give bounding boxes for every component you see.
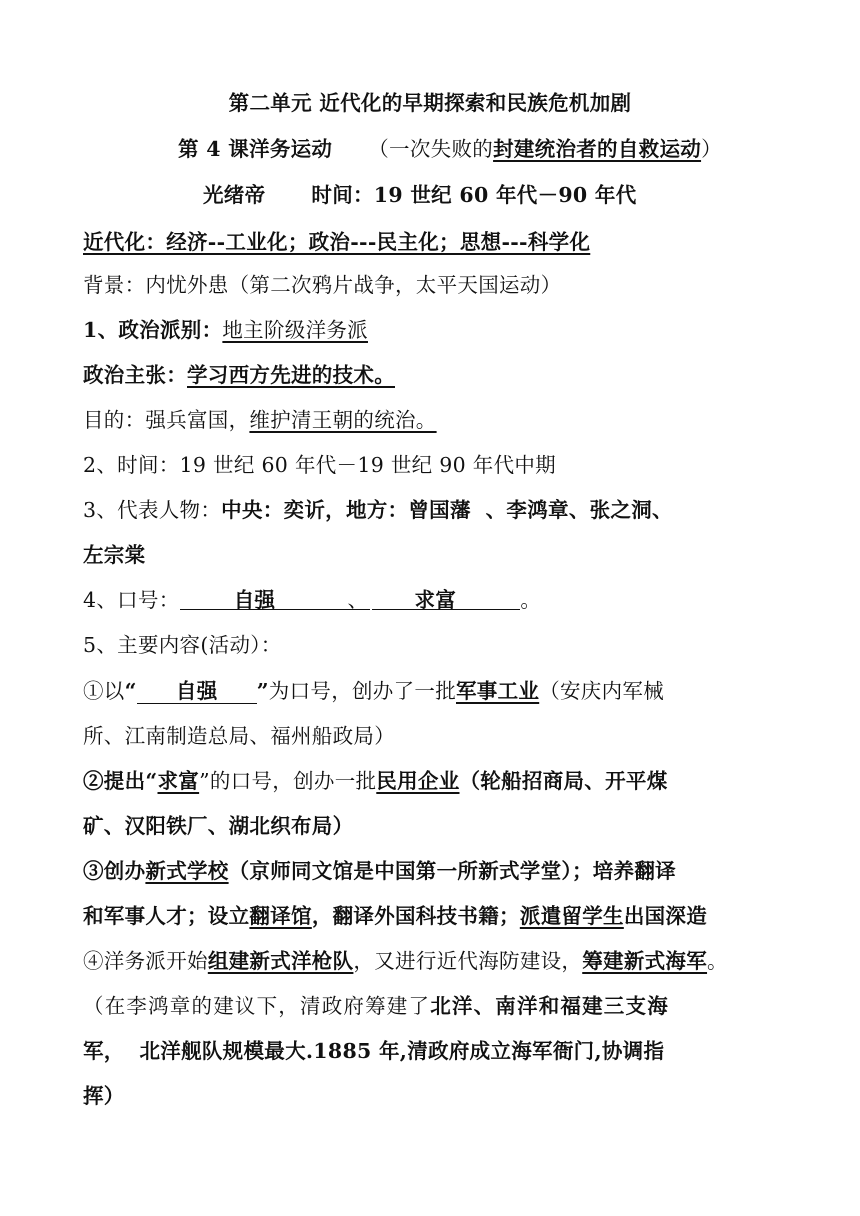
lesson-title: 第 4 课洋务运动 [178,137,333,161]
item-2-underlined: 求富 [157,769,200,793]
slogan-prefix: 4、口号： [83,588,180,612]
aim-prefix: 目的：强兵富国， [83,408,250,432]
lesson-title-row [178,134,722,164]
note-line-1 [83,991,669,1021]
item-3 [83,856,676,886]
slogan-end: 。 [520,588,542,612]
people-row [83,495,673,525]
item-1-tail: （安庆内军械 [539,679,665,703]
note-line-3: 挥） [83,1084,125,1108]
emperor-name: 光绪帝 [203,183,266,207]
note-line-2: 军， 北洋舰队规模最大.1885 年,清政府成立海军衙门,协调指 [83,1039,665,1063]
people-names: 中央：奕䜣，地方：曾国藩 、李鸿章、张之洞、 [221,498,673,522]
item-1-quote-close: ” [256,679,269,703]
lesson-note-underlined: 封建统治者的自救运动 [493,137,702,161]
faction-label: 1、政治派别： [83,318,223,342]
item-4-tail: 。 [707,949,728,973]
background-line: 背景：内忧外患（第二次鸦片战争，太平天国运动） [83,273,562,297]
slogan-row [83,585,541,615]
item-3-line-2 [83,901,707,931]
aim-row [83,405,437,435]
item-2-lead: ②提出“ [83,769,158,793]
time-line: 2、时间：19 世纪 60 年代－19 世纪 90 年代中期 [83,453,556,477]
item-4-lead: ④洋务派开始 [83,949,208,973]
note-line-1-bold: 北洋、南洋和福建三支海 [430,994,669,1018]
claim-value: 学习西方先进的技术。 [187,363,395,387]
item-3-line-2-tail: 出国深造 [623,904,708,928]
slogan-blank-b: 求富 [390,588,520,612]
item-3-line-2-text: ，翻译外国科技书籍； [311,904,520,928]
item-2-text: ”的口号，创办一批 [199,769,377,793]
emperor-time-row [203,180,637,210]
item-3-line-2-underlined: 翻译馆 [249,904,312,928]
item-3-text: （京师同文馆是中国第一所新式学堂）；培养翻译 [228,859,676,883]
people-row-2: 左宗棠 [83,543,146,567]
item-2-tail: （轮船招商局、开平煤 [459,769,668,793]
claim-row [83,360,395,390]
faction-row [83,315,368,345]
item-1-blank: 自强 [137,679,257,704]
slogan-separator: 、 [347,588,369,612]
unit-title: 第二单元 近代化的早期探索和民族危机加剧 [228,91,632,115]
lesson-note-close: ） [701,137,722,161]
item-1-quote-open: “ [124,679,137,703]
content-label: 5、主要内容(活动）： [83,633,282,657]
item-4-underlined-2: 筹建新式海军 [582,949,708,973]
item-1 [83,676,664,706]
claim-label: 政治主张： [83,363,187,387]
slogan-blank-a: 自强 [180,588,370,612]
item-4-underlined: 组建新式洋枪队 [207,949,354,973]
faction-value: 地主阶级洋务派 [222,318,368,342]
item-2-line-2: 矿、汉阳铁厂、湖北织布局） [83,814,354,838]
modernization-definition: 近代化：经济--工业化；政治---民主化；思想---科学化 [83,230,591,254]
item-4-text: ，又进行近代海防建设， [353,949,583,973]
time-label: 时间：19 世纪 60 年代－90 年代 [311,183,637,207]
item-3-lead: ③创办 [83,859,146,883]
item-1-lead: ①以 [83,679,125,703]
item-3-underlined: 新式学校 [145,859,229,883]
people-prefix: 3、代表人物： [83,498,222,522]
item-4 [83,946,728,976]
item-2 [83,766,668,796]
item-3-line-2-underlined-2: 派遣留学生 [519,904,624,928]
item-1-line-2: 所、江南制造总局、福州船政局） [83,724,395,748]
item-1-underlined: 军事工业 [456,679,540,703]
item-1-text: 为口号，创办了一批 [268,679,456,703]
aim-underlined: 维护清王朝的统治。 [249,408,437,432]
note-line-1-text: （在李鸿章的建议下，清政府筹建了 [83,994,431,1018]
lesson-note-open: （一次失败的 [368,137,494,161]
item-2-underlined-2: 民用企业 [376,769,460,793]
item-3-line-2-lead: 和军事人才；设立 [83,904,250,928]
